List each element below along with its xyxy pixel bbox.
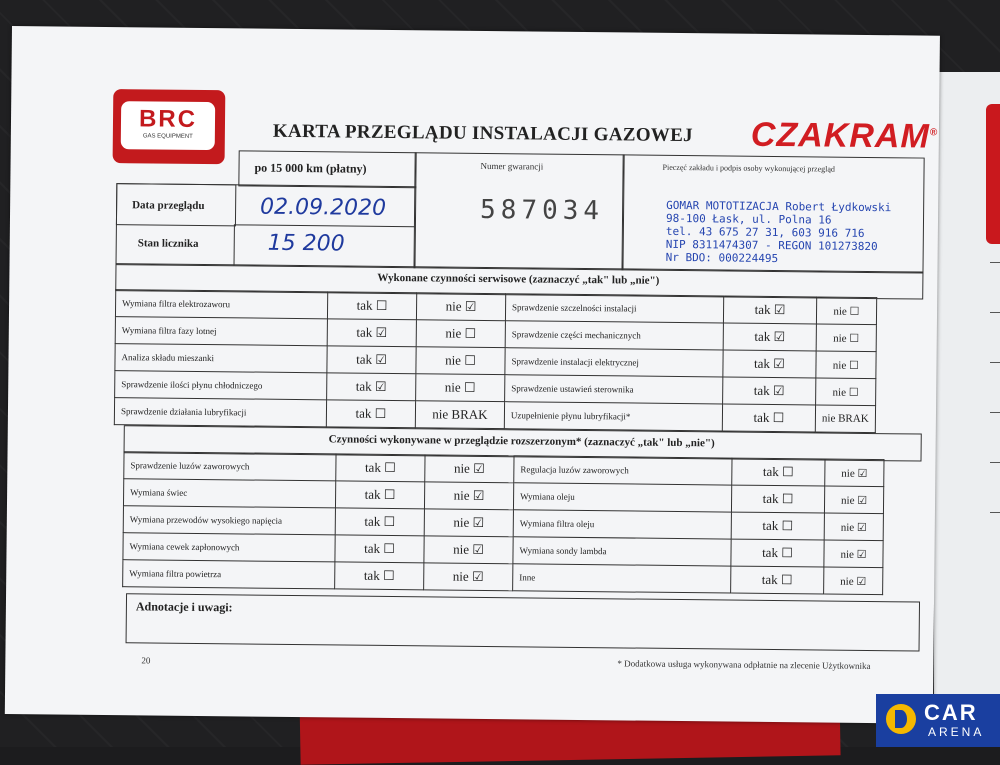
no-checkbox: nie BRAK	[415, 401, 504, 429]
task-name: Wymiana cewek zapłonowych	[123, 533, 335, 562]
yes-checkbox: tak ☐	[731, 512, 824, 540]
yes-checkbox: tak ☐	[732, 458, 825, 486]
task-name: Sprawdzenie instalacji elektrycznej	[505, 348, 723, 377]
yes-checkbox: tak ☑	[723, 296, 816, 324]
no-checkbox: nie ☐	[816, 297, 876, 325]
task-name: Uzupełnienie płynu lubryfikacji*	[504, 402, 722, 431]
date-value: 02.09.2020	[259, 194, 387, 221]
task-name: Wymiana oleju	[513, 483, 731, 512]
no-checkbox: nie ☑	[824, 486, 883, 514]
yes-checkbox: tak ☑	[723, 350, 816, 378]
section1-table	[114, 289, 877, 433]
task-name: Regulacja luzów zaworowych	[514, 456, 732, 485]
no-checkbox: nie ☑	[424, 482, 513, 510]
next-page	[934, 72, 1000, 712]
task-name: Wymiana filtra fazy lotnej	[115, 317, 327, 346]
yes-checkbox: tak ☐	[731, 485, 824, 513]
task-name: Inne	[513, 564, 731, 593]
yes-checkbox: tak ☑	[327, 319, 416, 347]
car-arena-watermark: CAR ARENA	[876, 694, 1000, 747]
yes-checkbox: tak ☑	[723, 323, 816, 351]
yes-checkbox: tak ☐	[335, 508, 424, 536]
no-checkbox: nie ☑	[416, 293, 505, 321]
interval-label: po 15 000 km (płatny)	[254, 160, 367, 176]
task-name: Sprawdzenie działania lubryfikacji	[114, 398, 326, 427]
service-card-page	[5, 26, 940, 724]
task-name: Wymiana filtra powietrza	[123, 560, 335, 589]
yes-checkbox: tak ☐	[336, 454, 425, 482]
no-checkbox: nie ☑	[425, 455, 514, 483]
yes-checkbox: tak ☐	[731, 539, 824, 567]
no-checkbox: nie ☑	[824, 513, 883, 541]
yes-checkbox: tak ☐	[326, 400, 415, 428]
section1-heading: Wykonane czynności serwisowe (zaznaczyć „tak" lub „nie")	[377, 271, 660, 287]
yes-checkbox: tak ☐	[722, 404, 815, 432]
task-name: Sprawdzenie ustawień sterownika	[505, 375, 723, 404]
task-name: Sprawdzenie luzów zaworowych	[124, 452, 336, 481]
guarantee-value: 587034	[479, 194, 605, 227]
task-name: Wymiana świec	[123, 479, 335, 508]
page-number: 20	[141, 655, 151, 666]
task-name: Analiza składu mieszanki	[115, 344, 327, 373]
task-name: Wymiana przewodów wysokiego napięcia	[123, 506, 335, 535]
no-checkbox: nie ☐	[816, 324, 876, 352]
no-checkbox: nie ☑	[825, 459, 884, 487]
notes-label: Adnotacje i uwagi:	[135, 599, 233, 615]
brc-logo: BRC GAS EQUIPMENT	[113, 89, 226, 164]
yes-checkbox: tak ☑	[723, 377, 816, 405]
section2-heading: Czynności wykonywane w przeglądzie rozszerzonym* (zaznaczyć „tak" lub „nie")	[328, 433, 715, 450]
no-checkbox: nie ☐	[816, 351, 876, 379]
czakram-logo: CZAKRAM®	[750, 115, 939, 156]
yes-checkbox: tak ☑	[327, 346, 416, 374]
yes-checkbox: tak ☐	[335, 535, 424, 563]
yes-checkbox: tak ☑	[327, 373, 416, 401]
workshop-stamp: GOMAR MOTOTIZACJA Robert Łydkowski 98-100 Łask, ul. Polna 16 tel. 43 675 27 31, 603 916 716 NIP 8311474307 - REGON 101273820 Nr BDO: 000224495	[665, 198, 892, 266]
task-name: Sprawdzenie szczelności instalacji	[505, 294, 723, 323]
task-name: Wymiana filtra elektrozaworu	[115, 290, 327, 319]
guarantee-label: Numer gwarancji	[480, 160, 544, 172]
no-checkbox: nie ☑	[424, 536, 513, 564]
yes-checkbox: tak ☐	[731, 566, 824, 594]
yes-checkbox: tak ☐	[335, 481, 424, 509]
no-checkbox: nie ☑	[424, 509, 513, 537]
task-name: Wymiana sondy lambda	[513, 537, 731, 566]
section2-table	[122, 451, 884, 595]
no-checkbox: nie ☐	[816, 378, 876, 406]
no-checkbox: nie ☐	[416, 347, 505, 375]
page-title: KARTA PRZEGLĄDU INSTALACJI GAZOWEJ	[272, 120, 694, 147]
no-checkbox: nie ☐	[416, 320, 505, 348]
car-arena-logo-icon	[886, 704, 916, 734]
no-checkbox: nie ☑	[824, 567, 883, 595]
no-checkbox: nie ☑	[424, 563, 513, 591]
meter-label: Stan licznika	[137, 237, 199, 250]
yes-checkbox: tak ☐	[335, 562, 424, 590]
yes-checkbox: tak ☐	[327, 292, 416, 320]
no-checkbox: nie ☐	[416, 374, 505, 402]
task-name: Sprawdzenie ilości płynu chłodniczego	[115, 371, 327, 400]
no-checkbox: nie ☑	[824, 540, 883, 568]
task-name: Wymiana filtra oleju	[513, 510, 731, 539]
meter-value: 15 200	[267, 230, 345, 257]
footnote: * Dodatkowa usługa wykonywana odpłatnie na zlecenie Użytkownika	[617, 658, 871, 672]
task-name: Sprawdzenie części mechanicznych	[505, 321, 723, 350]
date-label: Data przeglądu	[132, 199, 205, 213]
no-checkbox: nie BRAK	[815, 405, 875, 433]
stamp-label: Pieczęć zakładu i podpis osoby wykonującej przegląd	[662, 162, 835, 174]
